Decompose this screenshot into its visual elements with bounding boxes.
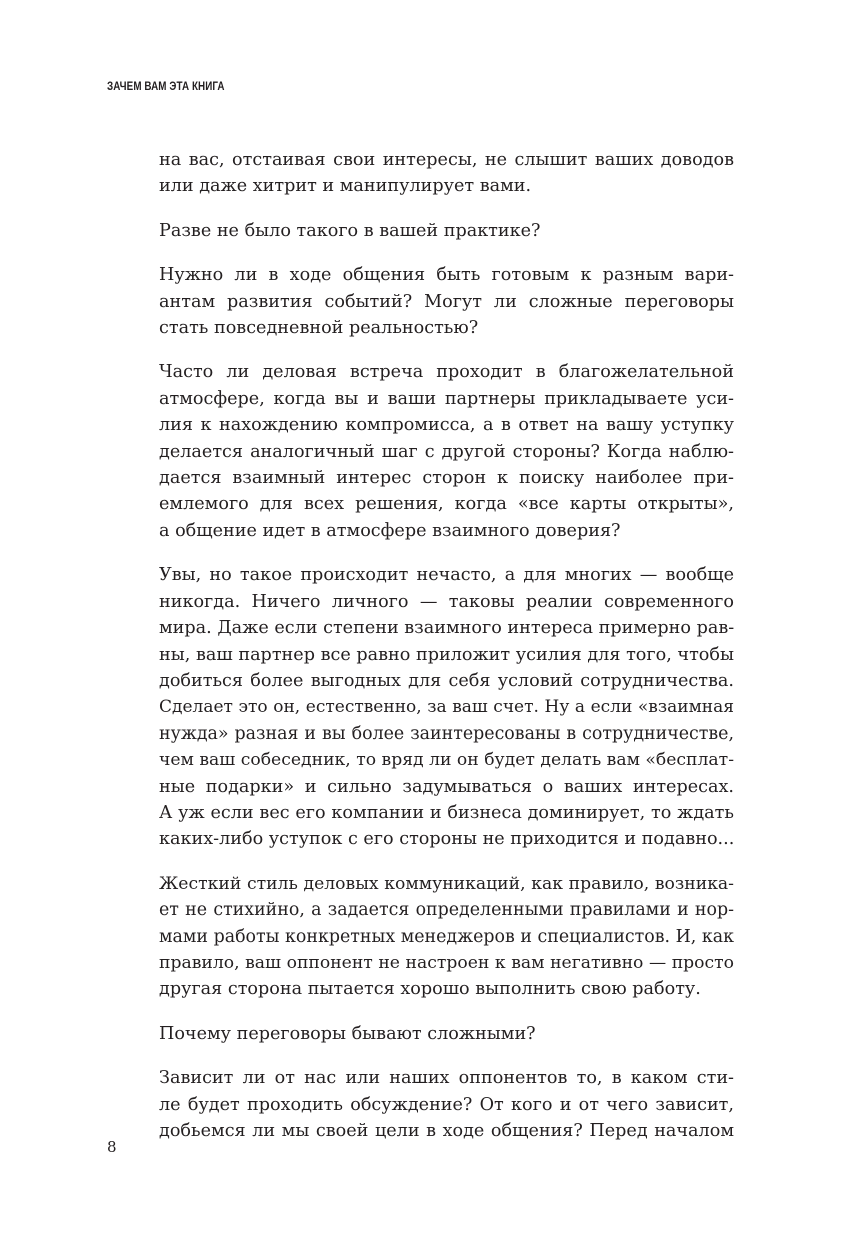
- text-line: ны, ваш партнер все равно приложит усилия для того, чтобы: [159, 644, 734, 665]
- paragraph: [159, 1021, 734, 1047]
- text-line: добьемся ли мы своей цели в ходе общения? Перед началом: [159, 1121, 734, 1141]
- running-head: ЗАЧЕМ ВАМ ЭТА КНИГА: [107, 79, 225, 93]
- text-line: дается взаимный интерес сторон к поиску наиболее при-: [159, 468, 734, 489]
- text-line: ле будет проходить обсуждение? От кого и от чего зависит,: [159, 1094, 734, 1115]
- text-line: чем ваш собеседник, то вряд ли он будет делать вам «бесплат-: [159, 750, 734, 771]
- paragraph: [159, 147, 734, 200]
- text-line: нужда» разная и вы более заинтересованы в сотрудничестве,: [159, 723, 734, 744]
- text-line: правило, ваш оппонент не настроен к вам негативно — просто: [159, 952, 734, 973]
- text-line: Разве не было такого в вашей практике?: [159, 220, 541, 241]
- text-line: атмосфере, когда вы и ваши партнеры прикладываете уси-: [159, 388, 734, 409]
- text-line: или даже хитрит и манипулирует вами.: [159, 176, 532, 197]
- text-line: лия к нахождению компромисса, а в ответ на вашу уступку: [159, 415, 734, 436]
- text-line: мами работы конкретных менеджеров и специалистов. И, как: [159, 926, 734, 947]
- text-line: добиться более выгодных для себя условий сотрудничества.: [159, 670, 734, 691]
- text-line: А уж если вес его компании и бизнеса доминирует, то ждать: [159, 802, 734, 823]
- page-number: 8: [107, 1138, 117, 1156]
- text-line: делается аналогичный шаг с другой стороны? Когда наблю-: [159, 441, 734, 462]
- text-line: Нужно ли в ходе общения быть готовым к разным вари-: [159, 265, 734, 286]
- text-line: а общение идет в атмосфере взаимного доверия?: [159, 520, 621, 541]
- text-line: Сделает это он, естественно, за ваш счет. Ну а если «взаимная: [159, 697, 734, 718]
- text-line: стать повседневной реальностью?: [159, 318, 479, 339]
- text-line: на вас, отстаивая свои интересы, не слышит ваших доводов: [159, 150, 734, 170]
- paragraph: [159, 262, 734, 341]
- text-line: мира. Даже если степени взаимного интереса примерно рав-: [159, 618, 735, 639]
- text-line: Зависит ли от нас или наших оппонентов то, в каком сти-: [159, 1068, 734, 1089]
- text-line: ет не стихийно, а задается определенными правилами и нор-: [159, 900, 734, 921]
- text-line: ные подарки» и сильно задумываться о ваших интересах.: [159, 776, 734, 797]
- paragraph: [159, 871, 734, 1003]
- text-line: другая сторона пытается хорошо выполнить свою работу.: [159, 979, 701, 1000]
- text-line: Жесткий стиль деловых коммуникаций, как правило, возника-: [159, 873, 734, 894]
- text-line: Часто ли деловая встреча проходит в благожелательной: [159, 362, 734, 383]
- paragraph: [159, 359, 734, 544]
- text-line: емлемого для всех решения, когда «все карты открыты»,: [159, 494, 734, 515]
- body-text: [159, 147, 734, 1162]
- text-line: антам развития событий? Могут ли сложные переговоры: [159, 291, 734, 312]
- text-line: каких-либо уступок с его стороны не приходится и подавно...: [159, 829, 735, 850]
- text-line: Почему переговоры бывают сложными?: [159, 1023, 536, 1044]
- text-line: Увы, но такое происходит нечасто, а для многих — вообще: [159, 565, 734, 586]
- text-line: никогда. Ничего личного — таковы реалии современного: [159, 591, 734, 612]
- paragraph: [159, 562, 734, 852]
- paragraph: [159, 1065, 734, 1144]
- paragraph: [159, 218, 734, 244]
